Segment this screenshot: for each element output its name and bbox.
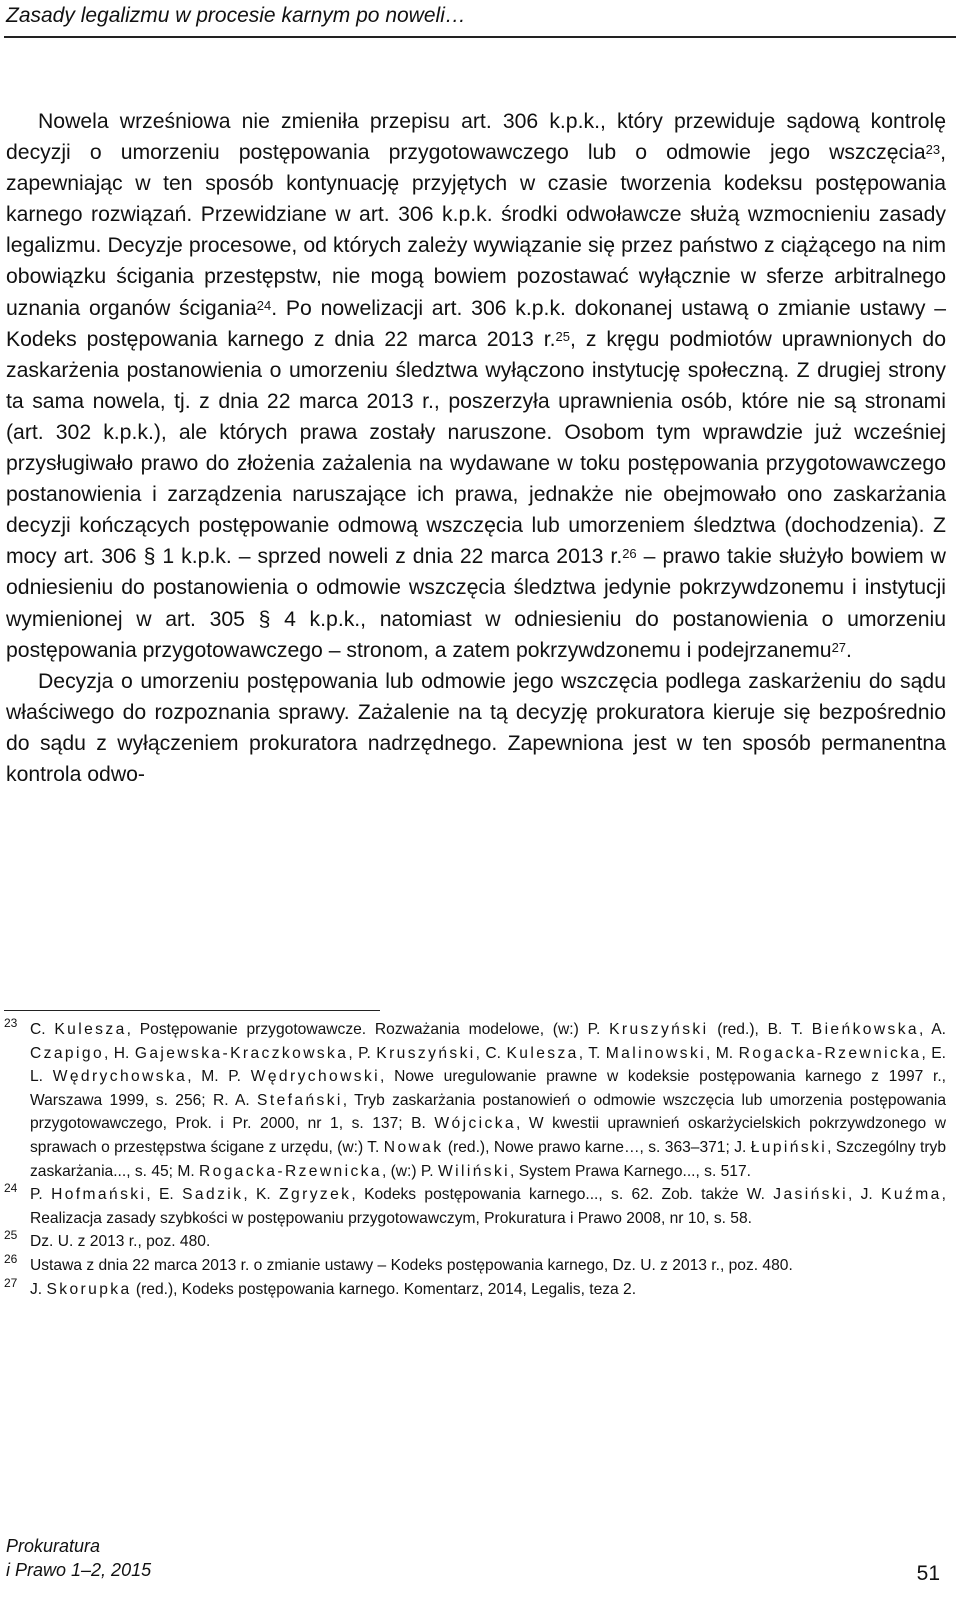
author-name: Malinowski (605, 1044, 707, 1062)
author-name: Bieńkowska (811, 1021, 919, 1038)
running-header: Zasady legalizmu w procesie karnym po noweli… (6, 4, 466, 27)
footnote-26 (4, 1251, 946, 1278)
footnote-text (30, 1186, 946, 1227)
page-number: 51 (916, 1562, 940, 1585)
text-run: (red.), B. T. (708, 1021, 812, 1038)
footnote-ref-27: 27 (831, 639, 847, 655)
author-name: Kuźma (881, 1186, 942, 1204)
text-run: C. (30, 1021, 55, 1038)
footnote-text (30, 1257, 793, 1274)
footnote-25 (4, 1230, 946, 1254)
paragraph-2: Decyzja o umorzeniu postępowania lub odmowie jego wszczęcia podlega zaskarżeniu do sądu właściwego do rozpoznania sprawy. Zażalenie na tą decyzję prokuratora kieruje się bezpośrednio do sądu z wyłączeniem prokuratora nadrzędnego. Zapewniona jest w ten sposób permanentna kontrola odwo- (6, 669, 946, 786)
author-name: Nowak (383, 1138, 444, 1156)
text-run: , Realizacja zasady szybkości w postępowaniu przygotowawczym, Prokuratura i Prawo 2008, nr 10, s. 58. (30, 1186, 947, 1227)
footnote-text (30, 1021, 946, 1180)
text-run: , A. (918, 1021, 946, 1038)
footnote-ref-26: 26 (622, 546, 637, 562)
author-name: Wiliński (437, 1162, 511, 1180)
journal-name: Prokuratura (6, 1536, 101, 1556)
footnote-24 (4, 1183, 946, 1230)
main-text (6, 106, 946, 790)
author-name: Gajewska-Kraczkowska (134, 1044, 349, 1062)
footnote-number: 27 (4, 1275, 18, 1290)
text-run: , Tryb zaskarżania postanowień o odmowie wszczęcia lub umorzenia postępowania przygotowawczego, Prok. i Pr. 2000, nr 1, s. 137; B. (30, 1091, 947, 1133)
text-run: , P. (348, 1044, 377, 1062)
author-name: Skorupka (46, 1280, 132, 1298)
footer-journal (6, 1534, 151, 1582)
journal-issue: i Prawo 1–2, 2015 (6, 1560, 152, 1580)
text-run: (red.), Nowe prawo karne…, s. 363–371; J. (443, 1138, 751, 1156)
text-run: , Kodeks postępowania karnego..., s. 62. Zob. także W. (351, 1186, 774, 1204)
text-run: – prawo takie służyło bowiem w odniesieniu do postanowienia o odmowie wszczęcia śledztwa jedynie pokrzywdzonemu i instytucji wymienionej w art. 305 § 4 k.p.k., natomiast w odniesieniu do postanowienia o umorzeniu postępowania przygotowawczego – stronom, a zatem pokrzywdzonemu i podejrzanemu (6, 545, 946, 662)
text-run: . (846, 638, 852, 662)
footnote-text (30, 1233, 210, 1250)
footnote-number: 23 (4, 1016, 18, 1030)
text-run: , K. (243, 1186, 280, 1204)
text-run: , zapewniając w ten sposób kontynuację przyjętych w czasie tworzenia kodeksu postępowania karnego rozwiązań. Przewidziane w art. 306 k.p.k. środki odwoławcze służą wzmocnieniu zasady legalizmu. Decyzje procesowe, od których zależy wywiązanie się przez państwo z ciążącego na nim obowiązku ścigania przestępstw, nie mogą bowiem pozostawać wyłącznie w sferze arbitralnego uznania organów ścigania (6, 141, 946, 320)
author-name: Rogacka-Rzewnicka (199, 1162, 382, 1180)
text-run: , J. (847, 1186, 882, 1204)
footnote-ref-25: 25 (555, 328, 571, 344)
text-run: , (w:) P. (381, 1162, 438, 1180)
text-run: , System Prawa Karnego..., s. 517. (510, 1162, 751, 1180)
author-name: Jasiński (773, 1186, 848, 1204)
text-run: , Szczególny tryb zaskarżania..., s. 45; M. (30, 1138, 946, 1180)
header-rule (4, 36, 956, 38)
author-name: Kruszyński (609, 1021, 709, 1038)
text-run: , W kwestii uprawnień oskarżycielskich pokrzywdzonego w sprawach o przestępstwa ścigane z urzędu, (w:) T. (30, 1115, 946, 1156)
footnote-number: 25 (4, 1228, 18, 1243)
text-run: , Postępowanie przygotowawcze. Rozważania modelowe, (w:) P. (126, 1021, 610, 1038)
footnote-number: 24 (4, 1181, 18, 1196)
author-name: Kruszyński (376, 1044, 476, 1062)
author-name: Stefański (257, 1091, 343, 1109)
author-name: Kulesza (54, 1021, 127, 1038)
text-run: , Nowe uregulowanie prawne w kodeksie postępowania karnego z 1997 r., Warszawa 1999, s. 256; R. A. (30, 1068, 947, 1109)
footnote-23 (4, 1018, 946, 1183)
text-run: P. (30, 1186, 52, 1204)
author-name: Czapigo (30, 1044, 105, 1062)
footnote-27 (4, 1275, 946, 1302)
text-run: , M. P. (187, 1068, 251, 1086)
text-run: , T. (578, 1044, 606, 1062)
footnote-separator (4, 1010, 380, 1011)
author-name: Zgryzek (279, 1186, 352, 1204)
text-run: Nowela wrześniowa nie zmieniła przepisu art. 306 k.p.k., który przewiduje sądową kontrolę decyzji o umorzeniu postępowania przygotowawczego lub o odmowie jego wszczęcia (6, 110, 946, 165)
author-name: Łupiński (750, 1138, 828, 1156)
text-run: J. (30, 1280, 47, 1298)
text-run: (red.), Kodeks postępowania karnego. Komentarz, 2014, Legalis, teza 2. (131, 1280, 637, 1298)
footnote-text (30, 1281, 636, 1298)
footnote-ref-23: 23 (925, 142, 941, 158)
text-run: , H. (104, 1044, 135, 1062)
text-run: Dz. U. z 2013 r., poz. 480. (30, 1233, 211, 1251)
text-run: . Po nowelizacji art. 306 k.p.k. dokonanej ustawą o zmianie ustawy – Kodeks postępowania karnego z dnia 22 marca 2013 r. (6, 296, 946, 351)
paragraph-1 (6, 106, 946, 666)
footnote-ref-24: 24 (256, 297, 272, 313)
text-run: , M. (706, 1044, 739, 1062)
author-name: Wójcicka (434, 1115, 516, 1133)
author-name: Wędrychowski (250, 1068, 381, 1086)
author-name: Sadzik (182, 1186, 244, 1204)
author-name: Wędrychowska (52, 1068, 188, 1086)
author-name: Hofmański (51, 1186, 147, 1204)
text-run: , E. (146, 1186, 183, 1204)
text-run: , z kręgu podmiotów uprawnionych do zaskarżenia postanowienia o umorzeniu śledztwa wyłączono instytucję społeczną. Z drugiej strony ta sama nowela, tj. z dnia 22 marca 2013 r., poszerzyła uprawnienia osób, które nie są stronami (art. 302 k.p.k.), ale których prawa zostały naruszone. Osobom tym wprawdzie już wcześniej przysługiwało prawo do złożenia zażalenia na wydawane w toku postępowania przygotowawczego postanowienia i zarządzenia naruszające ich prawa, jednakże nie obejmowało ono zaskarżania decyzji kończących postępowanie odmową wszczęcia lub umorzeniem śledztwa (dochodzenia). Z mocy art. 306 § 1 k.p.k. – sprzed noweli z dnia 22 marca 2013 r. (6, 327, 946, 569)
author-name: Rogacka-Rzewnicka (738, 1044, 922, 1062)
text-run: , C. (475, 1044, 507, 1062)
footnote-number: 26 (4, 1251, 18, 1266)
footnotes (4, 1018, 946, 1301)
text-run: Ustawa z dnia 22 marca 2013 r. o zmianie ustawy – Kodeks postępowania karnego, Dz. U. z 2013 r., poz. 480. (30, 1256, 793, 1274)
text-run: , E. L. (30, 1044, 946, 1086)
author-name: Kulesza (506, 1044, 579, 1062)
